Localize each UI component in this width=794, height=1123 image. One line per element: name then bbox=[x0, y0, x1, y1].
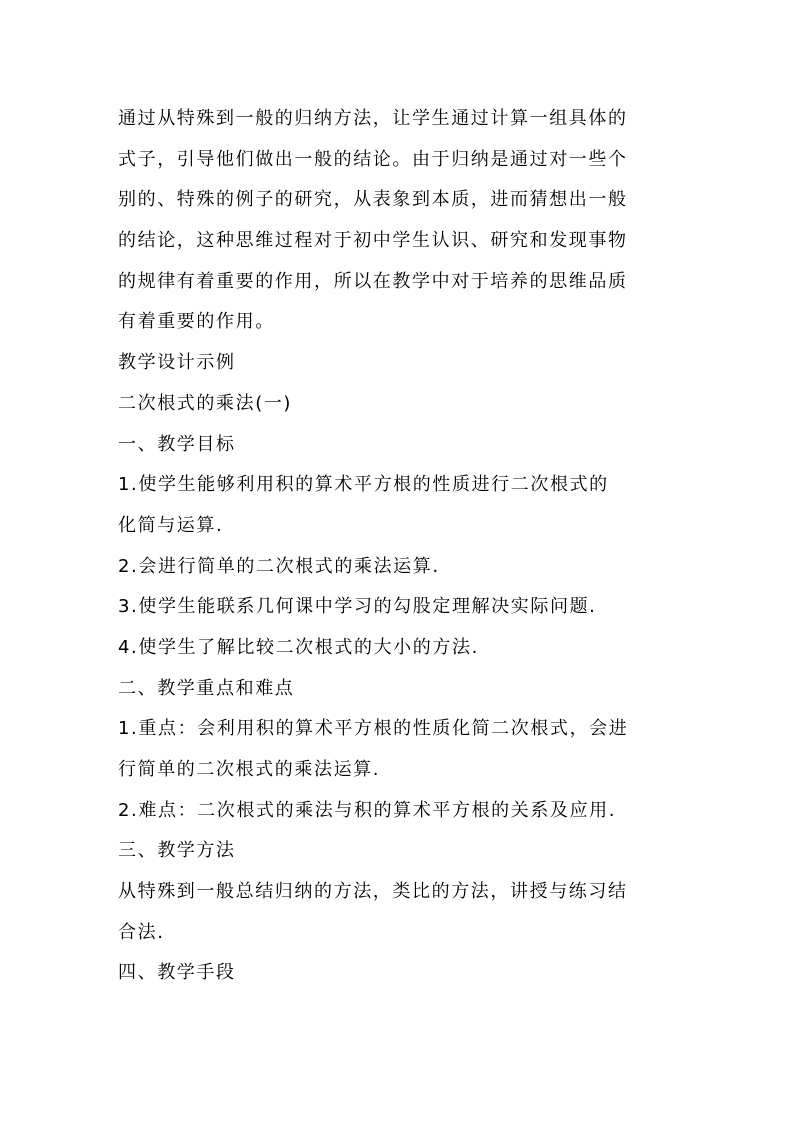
section-heading: 三、教学方法 bbox=[118, 840, 236, 862]
section-heading: 四、教学手段 bbox=[118, 962, 236, 984]
paragraph-line: 通过从特殊到一般的归纳方法，让学生通过计算一组具体的 bbox=[118, 108, 628, 129]
paragraph-line: 合法. bbox=[118, 921, 165, 943]
section-heading: 二、教学重点和难点 bbox=[118, 677, 295, 699]
paragraph-line: 的规律有着重要的作用，所以在教学中对于培养的思维品质 bbox=[118, 270, 628, 292]
list-item-continuation: 化简与运算. bbox=[118, 514, 224, 536]
list-item: 1.重点：会利用积的算术平方根的性质化简二次根式，会进 bbox=[118, 718, 629, 740]
list-item: 3.使学生能联系几何课中学习的勾股定理解决实际问题. bbox=[118, 596, 597, 618]
paragraph-line: 的结论，这种思维过程对于初中学生认识、研究和发现事物 bbox=[118, 230, 628, 252]
list-item-continuation: 行简单的二次根式的乘法运算. bbox=[118, 759, 381, 780]
section-heading: 一、教学目标 bbox=[118, 433, 236, 455]
paragraph-line: 有着重要的作用。 bbox=[118, 311, 275, 333]
list-item: 2.难点：二次根式的乘法与积的算术平方根的关系及应用. bbox=[118, 799, 617, 821]
paragraph-line: 别的、特殊的例子的研究，从表象到本质，进而猜想出一般 bbox=[118, 189, 628, 211]
paragraph-line: 式子，引导他们做出一般的结论。由于归纳是通过对一些个 bbox=[118, 148, 628, 170]
list-item: 1.使学生能够利用积的算术平方根的性质进行二次根式的 bbox=[118, 474, 609, 496]
lesson-title: 二次根式的乘法(一) bbox=[118, 392, 293, 414]
list-item: 2.会进行简单的二次根式的乘法运算. bbox=[118, 555, 440, 577]
document-body bbox=[118, 99, 678, 994]
paragraph-line: 从特殊到一般总结归纳的方法，类比的方法，讲授与练习结 bbox=[118, 881, 628, 903]
section-heading: 教学设计示例 bbox=[118, 352, 236, 374]
list-item: 4.使学生了解比较二次根式的大小的方法. bbox=[118, 636, 479, 658]
